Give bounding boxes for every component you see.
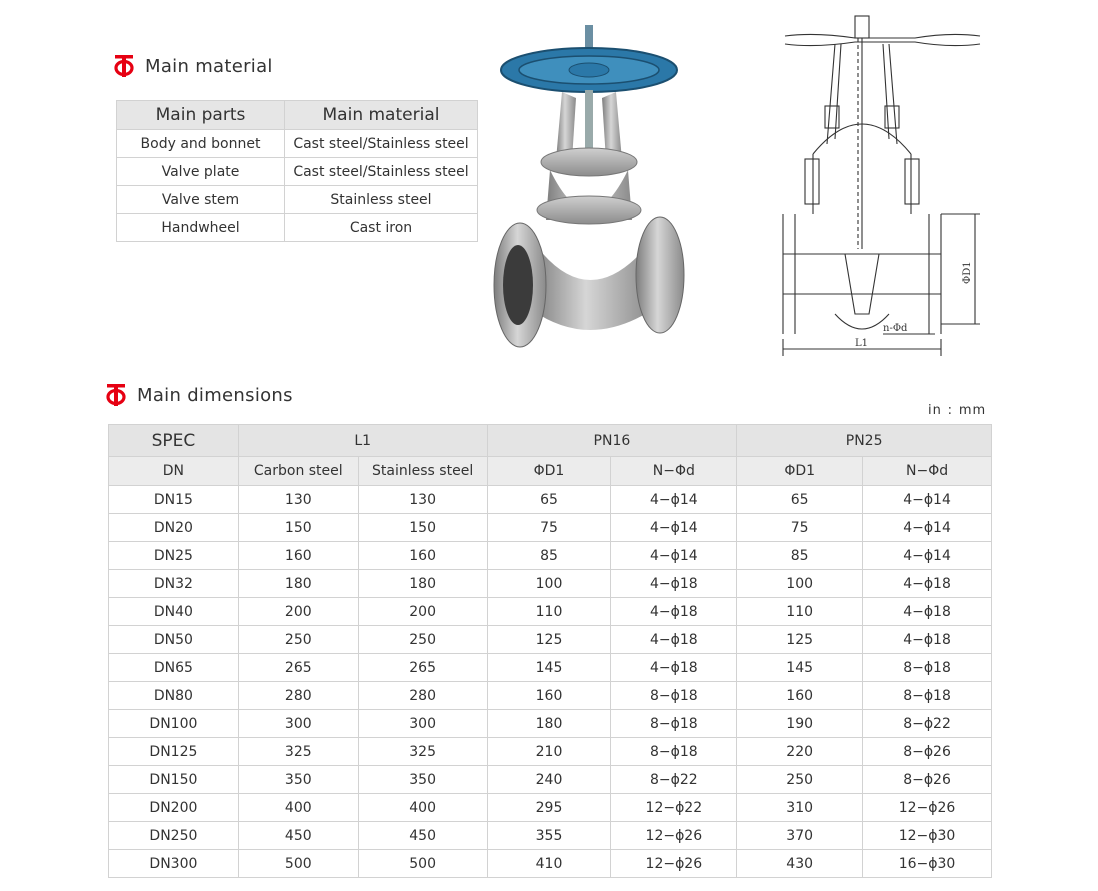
material-value-cell: Stainless steel — [285, 186, 478, 214]
pn25-d1-cell: 220 — [737, 738, 863, 766]
subheader-pn25-d1: ΦD1 — [737, 457, 863, 486]
stainless-steel-l1-cell: 500 — [358, 850, 487, 878]
dn-cell: DN300 — [109, 850, 239, 878]
material-value-cell: Cast steel/Stainless steel — [285, 130, 478, 158]
dn-cell: DN40 — [109, 598, 239, 626]
pn16-nd-cell: 12−ϕ26 — [611, 850, 737, 878]
pn16-nd-cell: 4−ϕ18 — [611, 570, 737, 598]
pn16-d1-cell: 65 — [487, 486, 611, 514]
stainless-steel-l1-cell: 160 — [358, 542, 487, 570]
pn16-d1-cell: 85 — [487, 542, 611, 570]
carbon-steel-l1-cell: 400 — [238, 794, 358, 822]
pn16-nd-cell: 12−ϕ22 — [611, 794, 737, 822]
pn25-d1-cell: 110 — [737, 598, 863, 626]
pn25-d1-cell: 145 — [737, 654, 863, 682]
dn-cell: DN200 — [109, 794, 239, 822]
stainless-steel-l1-cell: 180 — [358, 570, 487, 598]
stainless-steel-l1-cell: 450 — [358, 822, 487, 850]
material-part-cell: Body and bonnet — [117, 130, 285, 158]
table-row — [109, 710, 992, 738]
table-row — [109, 850, 992, 878]
pn25-nd-cell: 4−ϕ18 — [863, 626, 992, 654]
pn25-d1-cell: 125 — [737, 626, 863, 654]
pn16-d1-cell: 410 — [487, 850, 611, 878]
dimensions-group-header-row — [109, 425, 992, 457]
pn25-d1-cell: 160 — [737, 682, 863, 710]
pn16-nd-cell: 8−ϕ18 — [611, 738, 737, 766]
pn16-d1-cell: 110 — [487, 598, 611, 626]
stainless-steel-l1-cell: 265 — [358, 654, 487, 682]
valve-technical-drawing — [775, 14, 995, 359]
pn16-nd-cell: 4−ϕ14 — [611, 514, 737, 542]
material-row — [117, 130, 478, 158]
material-value-cell: Cast iron — [285, 214, 478, 242]
material-header-parts: Main parts — [117, 101, 285, 130]
table-row — [109, 486, 992, 514]
pn25-d1-cell: 310 — [737, 794, 863, 822]
units-unit: mm — [958, 403, 987, 418]
pn25-nd-cell: 4−ϕ14 — [863, 514, 992, 542]
pn16-d1-cell: 355 — [487, 822, 611, 850]
material-row — [117, 186, 478, 214]
material-table — [116, 100, 478, 242]
pn25-d1-cell: 250 — [737, 766, 863, 794]
pn16-d1-cell: 125 — [487, 626, 611, 654]
pn16-d1-cell: 240 — [487, 766, 611, 794]
carbon-steel-l1-cell: 130 — [238, 486, 358, 514]
pn25-nd-cell: 8−ϕ18 — [863, 682, 992, 710]
table-row — [109, 514, 992, 542]
carbon-steel-l1-cell: 180 — [238, 570, 358, 598]
pn25-d1-cell: 430 — [737, 850, 863, 878]
dn-cell: DN25 — [109, 542, 239, 570]
pn25-nd-cell: 4−ϕ14 — [863, 542, 992, 570]
subheader-stainless-steel: Stainless steel — [358, 457, 487, 486]
pn25-nd-cell: 8−ϕ22 — [863, 710, 992, 738]
table-row — [109, 682, 992, 710]
stainless-steel-l1-cell: 130 — [358, 486, 487, 514]
header-pn25: PN25 — [737, 425, 992, 457]
carbon-steel-l1-cell: 450 — [238, 822, 358, 850]
pn16-nd-cell: 4−ϕ18 — [611, 626, 737, 654]
table-row — [109, 626, 992, 654]
material-part-cell: Handwheel — [117, 214, 285, 242]
units-prefix: in — [928, 403, 942, 418]
material-table-body — [117, 130, 478, 242]
stainless-steel-l1-cell: 400 — [358, 794, 487, 822]
header-spec: SPEC — [109, 425, 239, 457]
table-row — [109, 794, 992, 822]
carbon-steel-l1-cell: 150 — [238, 514, 358, 542]
pn25-d1-cell: 190 — [737, 710, 863, 738]
dn-cell: DN125 — [109, 738, 239, 766]
pn16-nd-cell: 12−ϕ26 — [611, 822, 737, 850]
table-row — [109, 738, 992, 766]
units-separator: : — [947, 403, 954, 418]
stainless-steel-l1-cell: 200 — [358, 598, 487, 626]
stainless-steel-l1-cell: 280 — [358, 682, 487, 710]
carbon-steel-l1-cell: 280 — [238, 682, 358, 710]
drawing-label-l1: L1 — [855, 338, 869, 349]
pn25-nd-cell: 16−ϕ30 — [863, 850, 992, 878]
header-pn16: PN16 — [487, 425, 737, 457]
pn16-d1-cell: 75 — [487, 514, 611, 542]
material-part-cell: Valve stem — [117, 186, 285, 214]
units-label — [928, 400, 986, 418]
material-section-title: Main material — [145, 55, 273, 77]
pn25-nd-cell: 12−ϕ30 — [863, 822, 992, 850]
dimensions-sub-header-row — [109, 457, 992, 486]
dn-cell: DN150 — [109, 766, 239, 794]
dimensions-section-title: Main dimensions — [137, 384, 293, 406]
pn16-d1-cell: 210 — [487, 738, 611, 766]
table-row — [109, 570, 992, 598]
dn-cell: DN80 — [109, 682, 239, 710]
subheader-dn: DN — [109, 457, 239, 486]
pn16-d1-cell: 295 — [487, 794, 611, 822]
carbon-steel-l1-cell: 300 — [238, 710, 358, 738]
dimensions-section-heading — [105, 383, 293, 407]
pn25-nd-cell: 12−ϕ26 — [863, 794, 992, 822]
pn16-nd-cell: 4−ϕ14 — [611, 486, 737, 514]
carbon-steel-l1-cell: 250 — [238, 626, 358, 654]
material-part-cell: Valve plate — [117, 158, 285, 186]
material-value-cell: Cast steel/Stainless steel — [285, 158, 478, 186]
stainless-steel-l1-cell: 150 — [358, 514, 487, 542]
table-row — [109, 822, 992, 850]
pn25-d1-cell: 75 — [737, 514, 863, 542]
table-row — [109, 766, 992, 794]
carbon-steel-l1-cell: 265 — [238, 654, 358, 682]
pn16-d1-cell: 160 — [487, 682, 611, 710]
dn-cell: DN65 — [109, 654, 239, 682]
carbon-steel-l1-cell: 350 — [238, 766, 358, 794]
dn-cell: DN20 — [109, 514, 239, 542]
pn25-nd-cell: 4−ϕ18 — [863, 570, 992, 598]
pn25-nd-cell: 8−ϕ26 — [863, 766, 992, 794]
dn-cell: DN15 — [109, 486, 239, 514]
drawing-label-nd: n-Φd — [883, 323, 908, 334]
table-row — [109, 542, 992, 570]
pn25-nd-cell: 4−ϕ14 — [863, 486, 992, 514]
dn-cell: DN250 — [109, 822, 239, 850]
carbon-steel-l1-cell: 325 — [238, 738, 358, 766]
carbon-steel-l1-cell: 200 — [238, 598, 358, 626]
dimensions-table-body — [109, 486, 992, 878]
pn16-d1-cell: 100 — [487, 570, 611, 598]
pn16-nd-cell: 4−ϕ18 — [611, 654, 737, 682]
subheader-carbon-steel: Carbon steel — [238, 457, 358, 486]
pn16-d1-cell: 145 — [487, 654, 611, 682]
gate-valve-photo — [492, 20, 692, 360]
pn25-nd-cell: 4−ϕ18 — [863, 598, 992, 626]
pn16-nd-cell: 8−ϕ22 — [611, 766, 737, 794]
header-l1: L1 — [238, 425, 487, 457]
material-row — [117, 214, 478, 242]
pn25-d1-cell: 100 — [737, 570, 863, 598]
subheader-pn16-d1: ΦD1 — [487, 457, 611, 486]
stainless-steel-l1-cell: 300 — [358, 710, 487, 738]
table-row — [109, 598, 992, 626]
table-row — [109, 654, 992, 682]
phi-logo-icon — [105, 383, 127, 407]
stainless-steel-l1-cell: 350 — [358, 766, 487, 794]
dn-cell: DN32 — [109, 570, 239, 598]
pn16-d1-cell: 180 — [487, 710, 611, 738]
pn25-d1-cell: 65 — [737, 486, 863, 514]
pn25-d1-cell: 370 — [737, 822, 863, 850]
pn16-nd-cell: 4−ϕ18 — [611, 598, 737, 626]
carbon-steel-l1-cell: 160 — [238, 542, 358, 570]
stainless-steel-l1-cell: 325 — [358, 738, 487, 766]
subheader-pn25-nd: N−Φd — [863, 457, 992, 486]
material-table-header-row — [117, 101, 478, 130]
stainless-steel-l1-cell: 250 — [358, 626, 487, 654]
dimensions-table — [108, 424, 992, 878]
pn16-nd-cell: 8−ϕ18 — [611, 710, 737, 738]
material-row — [117, 158, 478, 186]
pn25-nd-cell: 8−ϕ18 — [863, 654, 992, 682]
drawing-label-d1: ΦD1 — [962, 261, 973, 284]
material-section-heading — [113, 54, 273, 78]
pn25-d1-cell: 85 — [737, 542, 863, 570]
carbon-steel-l1-cell: 500 — [238, 850, 358, 878]
pn16-nd-cell: 8−ϕ18 — [611, 682, 737, 710]
dn-cell: DN50 — [109, 626, 239, 654]
material-header-material: Main material — [285, 101, 478, 130]
pn16-nd-cell: 4−ϕ14 — [611, 542, 737, 570]
phi-logo-icon — [113, 54, 135, 78]
pn25-nd-cell: 8−ϕ26 — [863, 738, 992, 766]
subheader-pn16-nd: N−Φd — [611, 457, 737, 486]
dn-cell: DN100 — [109, 710, 239, 738]
